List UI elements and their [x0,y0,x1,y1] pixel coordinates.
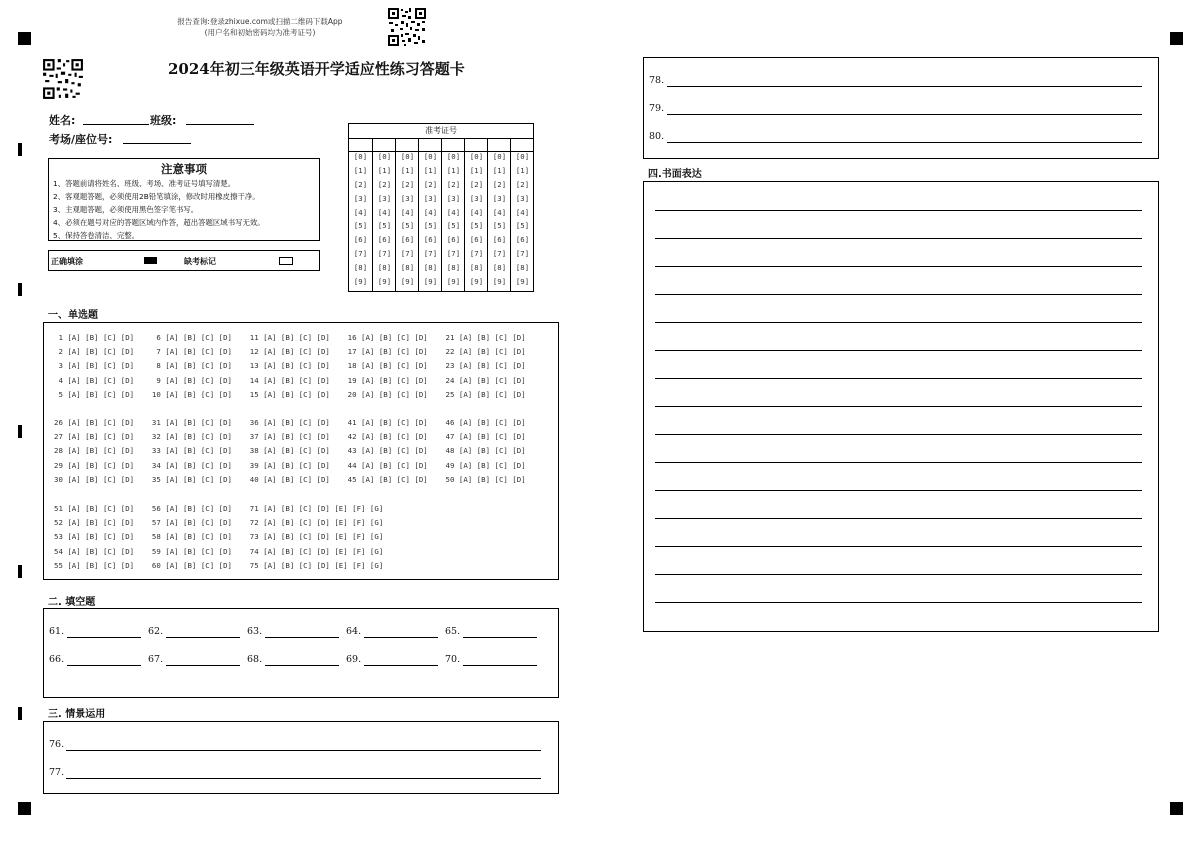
timing-mark [18,707,22,720]
class-field[interactable] [186,124,254,125]
exam-id-digit-bubble[interactable]: [6] [515,235,530,245]
exam-id-digit-bubble[interactable]: [5] [400,221,415,231]
exam-id-digit-bubble[interactable]: [4] [353,207,368,217]
question-number: 65. [445,626,461,637]
writing-line[interactable] [655,378,1142,379]
qr-code-app [387,7,427,47]
exam-id-digit-bubble[interactable]: [8] [353,263,368,273]
exam-id-digit-bubble[interactable]: [3] [446,193,461,203]
exam-id-digit-bubble[interactable]: [4] [423,207,438,217]
exam-id-digit-bubble[interactable]: [8] [446,263,461,273]
exam-id-digit-bubble[interactable]: [4] [377,207,392,217]
mc-answer-row[interactable]: 53 [A] [B] [C] [D] 58 [A] [B] [C] [D] 73 [A] [B] [C] [D] [E] [F] [G] [54,532,384,542]
writing-box [643,181,1159,632]
notice-item: 4、必须在题号对应的答题区域内作答，超出答题区域书写无效。 [53,218,265,227]
exam-id-column [441,138,465,291]
exam-id-digit-bubble[interactable]: [4] [469,207,484,217]
notice-item: 1、答题前请将姓名、班级、考场、准考证号填写清楚。 [53,179,236,188]
exam-id-column [487,138,511,291]
exam-id-digit-bubble[interactable]: [8] [492,263,507,273]
writing-line[interactable] [655,322,1142,323]
writing-line[interactable] [655,406,1142,407]
writing-line[interactable] [655,350,1142,351]
exam-id-digit-bubble[interactable]: [1] [469,165,484,175]
exam-id-title: 准考证号 [349,124,533,139]
exam-id-digit-bubble[interactable]: [5] [492,221,507,231]
exam-id-digit-bubble[interactable]: [9] [492,277,507,287]
exam-id-digit-bubble[interactable]: [0] [469,152,484,161]
exam-id-digit-bubble[interactable]: [4] [515,207,530,217]
answer-line[interactable] [463,665,537,666]
exam-id-digit-bubble[interactable]: [5] [515,221,530,231]
correct-fill-label: 正确填涂 [51,257,83,266]
answer-line[interactable] [265,665,339,666]
exam-id-digit-bubble[interactable]: [6] [377,235,392,245]
exam-id-digit-bubble[interactable]: [0] [515,152,530,161]
writing-line[interactable] [655,238,1142,239]
exam-id-digit-bubble[interactable]: [7] [469,249,484,259]
exam-id-digit-bubble[interactable]: [3] [377,193,392,203]
question-number: 76. [49,739,65,750]
writing-line[interactable] [655,518,1142,519]
right-answer-box [643,57,1159,159]
exam-id-digit-bubble[interactable]: [3] [353,193,368,203]
exam-id-digit-bubble[interactable]: [5] [423,221,438,231]
exam-id-digit-bubble[interactable]: [5] [446,221,461,231]
answer-line-80[interactable] [667,142,1142,143]
mc-answer-row[interactable]: 55 [A] [B] [C] [D] 60 [A] [B] [C] [D] 75 [A] [B] [C] [D] [E] [F] [G] [54,560,384,570]
answer-line-77[interactable] [66,778,541,779]
mc-answer-row[interactable]: 5 [A] [B] [C] [D] 10 [A] [B] [C] [D] 15 [A] [B] [C] [D] 20 [A] [B] [C] [D] 25 [A] [B] [C] [D] [54,389,526,399]
answer-line[interactable] [67,637,141,638]
fill-legend [48,250,320,271]
exam-id-digit-bubble[interactable]: [3] [469,193,484,203]
exam-id-digit-bubble[interactable]: [4] [446,207,461,217]
writing-line[interactable] [655,462,1142,463]
exam-id-digit-bubble[interactable]: [2] [492,179,507,189]
writing-line[interactable] [655,294,1142,295]
exam-id-digit-bubble[interactable]: [9] [515,277,530,287]
exam-id-digit-bubble[interactable]: [8] [400,263,415,273]
absent-mark-box[interactable] [279,257,293,265]
question-number: 66. [49,654,65,665]
exam-id-digit-bubble[interactable]: [0] [377,152,392,161]
corner-mark-top-left [18,32,31,45]
seat-field[interactable] [123,143,191,144]
page-title: 2024年初三年级英语开学适应性练习答题卡 [168,60,465,78]
question-number: 62. [148,626,164,637]
report-notice-line1: 报告查询:登录zhixue.com或扫描二维码下载App [177,17,343,26]
section3-box [43,721,559,794]
exam-id-digit-bubble[interactable]: [1] [515,165,530,175]
exam-id-digit-bubble[interactable]: [1] [492,165,507,175]
exam-id-digit-bubble[interactable]: [0] [446,152,461,161]
writing-line[interactable] [655,434,1142,435]
exam-id-digit-bubble[interactable]: [7] [400,249,415,259]
answer-line[interactable] [463,637,537,638]
question-number: 61. [49,626,65,637]
name-field[interactable] [83,124,149,125]
exam-id-column [418,138,442,291]
answer-line[interactable] [166,665,240,666]
question-number: 79. [649,103,665,114]
exam-id-digit-bubble[interactable]: [9] [469,277,484,287]
exam-id-digit-bubble[interactable]: [0] [423,152,438,161]
correct-fill-sample [144,257,157,264]
report-notice [150,16,370,38]
answer-line[interactable] [265,637,339,638]
absent-mark-label: 缺考标记 [184,257,216,266]
writing-line[interactable] [655,266,1142,267]
exam-id-digit-bubble[interactable]: [9] [446,277,461,287]
answer-line-76[interactable] [66,750,541,751]
corner-mark-top-right [1170,32,1183,45]
exam-id-digit-bubble[interactable]: [6] [353,235,368,245]
exam-id-digit-bubble[interactable]: [5] [377,221,392,231]
exam-id-table [348,123,534,292]
section1-box [43,322,559,580]
exam-id-digit-bubble[interactable]: [7] [423,249,438,259]
exam-id-column [395,138,419,291]
exam-id-digit-bubble[interactable]: [7] [353,249,368,259]
exam-id-digit-bubble[interactable]: [3] [423,193,438,203]
writing-line[interactable] [655,210,1142,211]
exam-id-column [464,138,488,291]
exam-id-digit-bubble[interactable]: [3] [492,193,507,203]
exam-id-column [510,138,534,291]
answer-line-79[interactable] [667,114,1142,115]
question-number: 69. [346,654,362,665]
exam-id-digit-bubble[interactable]: [2] [377,179,392,189]
exam-id-digit-bubble[interactable]: [5] [353,221,368,231]
timing-mark [18,283,22,296]
question-number: 67. [148,654,164,665]
corner-mark-bottom-right [1170,802,1183,815]
writing-line[interactable] [655,490,1142,491]
seat-label: 考场/座位号: [49,133,113,146]
exam-id-digit-bubble[interactable]: [1] [377,165,392,175]
exam-id-digit-bubble[interactable]: [6] [492,235,507,245]
exam-id-digit-bubble[interactable]: [6] [446,235,461,245]
section1-label: 一、单选题 [48,310,98,321]
answer-line[interactable] [67,665,141,666]
exam-id-digit-bubble[interactable]: [2] [515,179,530,189]
exam-id-digit-bubble[interactable]: [2] [469,179,484,189]
exam-id-digit-bubble[interactable]: [0] [492,152,507,161]
exam-id-digit-bubble[interactable]: [0] [353,152,368,161]
question-number: 77. [49,767,65,778]
mc-answer-row[interactable]: 2 [A] [B] [C] [D] 7 [A] [B] [C] [D] 12 [A] [B] [C] [D] 17 [A] [B] [C] [D] 22 [A] [B] [C] [D] [54,347,526,357]
exam-id-digit-bubble[interactable]: [3] [515,193,530,203]
class-label: 班级: [150,114,177,127]
notice-item: 2、客观题答题，必须使用2B铅笔填涂，修改时用橡皮擦干净。 [53,192,260,201]
exam-id-digit-bubble[interactable]: [1] [446,165,461,175]
exam-id-digit-bubble[interactable]: [6] [469,235,484,245]
exam-id-digit-bubble[interactable]: [9] [400,277,415,287]
answer-line[interactable] [364,665,438,666]
mc-answer-row[interactable]: 54 [A] [B] [C] [D] 59 [A] [B] [C] [D] 74 [A] [B] [C] [D] [E] [F] [G] [54,546,384,556]
mc-answer-row[interactable]: 1 [A] [B] [C] [D] 6 [A] [B] [C] [D] 11 [A] [B] [C] [D] 16 [A] [B] [C] [D] 21 [A] [B] [C] [D] [54,333,526,342]
answer-line[interactable] [166,637,240,638]
exam-id-digit-bubble[interactable]: [8] [515,263,530,273]
question-number: 78. [649,75,665,86]
exam-id-digit-bubble[interactable]: [7] [492,249,507,259]
question-number: 68. [247,654,263,665]
timing-mark [18,143,22,156]
exam-id-digit-bubble[interactable]: [5] [469,221,484,231]
writing-line[interactable] [655,546,1142,547]
section4-label: 四.书面表达 [648,169,702,180]
exam-id-digit-bubble[interactable]: [7] [446,249,461,259]
exam-id-digit-bubble[interactable]: [1] [353,165,368,175]
question-number: 63. [247,626,263,637]
mc-answer-row[interactable]: 27 [A] [B] [C] [D] 32 [A] [B] [C] [D] 37 [A] [B] [C] [D] 42 [A] [B] [C] [D] 47 [A] [B] [C] [D] [54,432,526,442]
writing-line[interactable] [655,602,1142,603]
mc-answer-row[interactable]: 29 [A] [B] [C] [D] 34 [A] [B] [C] [D] 39 [A] [B] [C] [D] 44 [A] [B] [C] [D] 49 [A] [B] [C] [D] [54,460,526,470]
timing-mark [18,425,22,438]
mc-answer-row[interactable]: 28 [A] [B] [C] [D] 33 [A] [B] [C] [D] 38 [A] [B] [C] [D] 43 [A] [B] [C] [D] 48 [A] [B] [C] [D] [54,446,526,456]
exam-id-digit-bubble[interactable]: [2] [423,179,438,189]
question-number: 80. [649,131,665,142]
exam-id-column [372,138,396,291]
exam-id-digit-bubble[interactable]: [1] [423,165,438,175]
corner-mark-bottom-left [18,802,31,815]
mc-answer-row[interactable]: 3 [A] [B] [C] [D] 8 [A] [B] [C] [D] 13 [A] [B] [C] [D] 18 [A] [B] [C] [D] 23 [A] [B] [C] [D] [54,361,526,371]
exam-id-digit-bubble[interactable]: [4] [492,207,507,217]
exam-id-digit-bubble[interactable]: [9] [377,277,392,287]
exam-id-digit-bubble[interactable]: [8] [377,263,392,273]
exam-id-digit-bubble[interactable]: [9] [423,277,438,287]
exam-id-digit-bubble[interactable]: [2] [446,179,461,189]
timing-mark [18,565,22,578]
notice-item: 3、主观题答题，必须使用黑色签字笔书写。 [53,205,199,214]
question-number: 70. [445,654,461,665]
exam-id-digit-bubble[interactable]: [6] [400,235,415,245]
exam-id-digit-bubble[interactable]: [2] [353,179,368,189]
report-notice-line2: (用户名和初始密码均为准考证号) [204,28,316,37]
section2-box [43,608,559,698]
mc-answer-row[interactable]: 4 [A] [B] [C] [D] 9 [A] [B] [C] [D] 14 [A] [B] [C] [D] 19 [A] [B] [C] [D] 24 [A] [B] [C] [D] [54,375,526,385]
notice-title: 注意事项 [161,162,207,176]
section3-label: 三. 情景运用 [48,709,106,720]
exam-id-digit-bubble[interactable]: [7] [515,249,530,259]
writing-line[interactable] [655,574,1142,575]
exam-id-digit-bubble[interactable]: [6] [423,235,438,245]
exam-id-digit-bubble[interactable]: [8] [423,263,438,273]
qr-code-student [42,58,84,100]
exam-id-digit-bubble[interactable]: [9] [353,277,368,287]
mc-answer-row[interactable]: 30 [A] [B] [C] [D] 35 [A] [B] [C] [D] 40 [A] [B] [C] [D] 45 [A] [B] [C] [D] 50 [A] [B] [C] [D] [54,474,526,484]
exam-id-digit-bubble[interactable]: [8] [469,263,484,273]
question-number: 64. [346,626,362,637]
exam-id-digit-bubble[interactable]: [3] [400,193,415,203]
mc-answer-row[interactable]: 52 [A] [B] [C] [D] 57 [A] [B] [C] [D] 72 [A] [B] [C] [D] [E] [F] [G] [54,518,384,528]
notice-item: 5、保持答卷清洁、完整。 [53,231,140,240]
exam-id-column [349,138,372,291]
exam-id-digit-bubble[interactable]: [1] [400,165,415,175]
mc-answer-row[interactable]: 51 [A] [B] [C] [D] 56 [A] [B] [C] [D] 71 [A] [B] [C] [D] [E] [F] [G] [54,504,384,513]
answer-line[interactable] [364,637,438,638]
exam-id-digit-bubble[interactable]: [7] [377,249,392,259]
answer-line-78[interactable] [667,86,1142,87]
name-label: 姓名: [49,114,76,127]
exam-id-digit-bubble[interactable]: [0] [400,152,415,161]
section2-label: 二. 填空题 [48,597,96,608]
notice-box [48,158,320,241]
mc-answer-row[interactable]: 26 [A] [B] [C] [D] 31 [A] [B] [C] [D] 36 [A] [B] [C] [D] 41 [A] [B] [C] [D] 46 [A] [B] [C] [D] [54,418,526,427]
exam-id-digit-bubble[interactable]: [2] [400,179,415,189]
exam-id-digit-bubble[interactable]: [4] [400,207,415,217]
